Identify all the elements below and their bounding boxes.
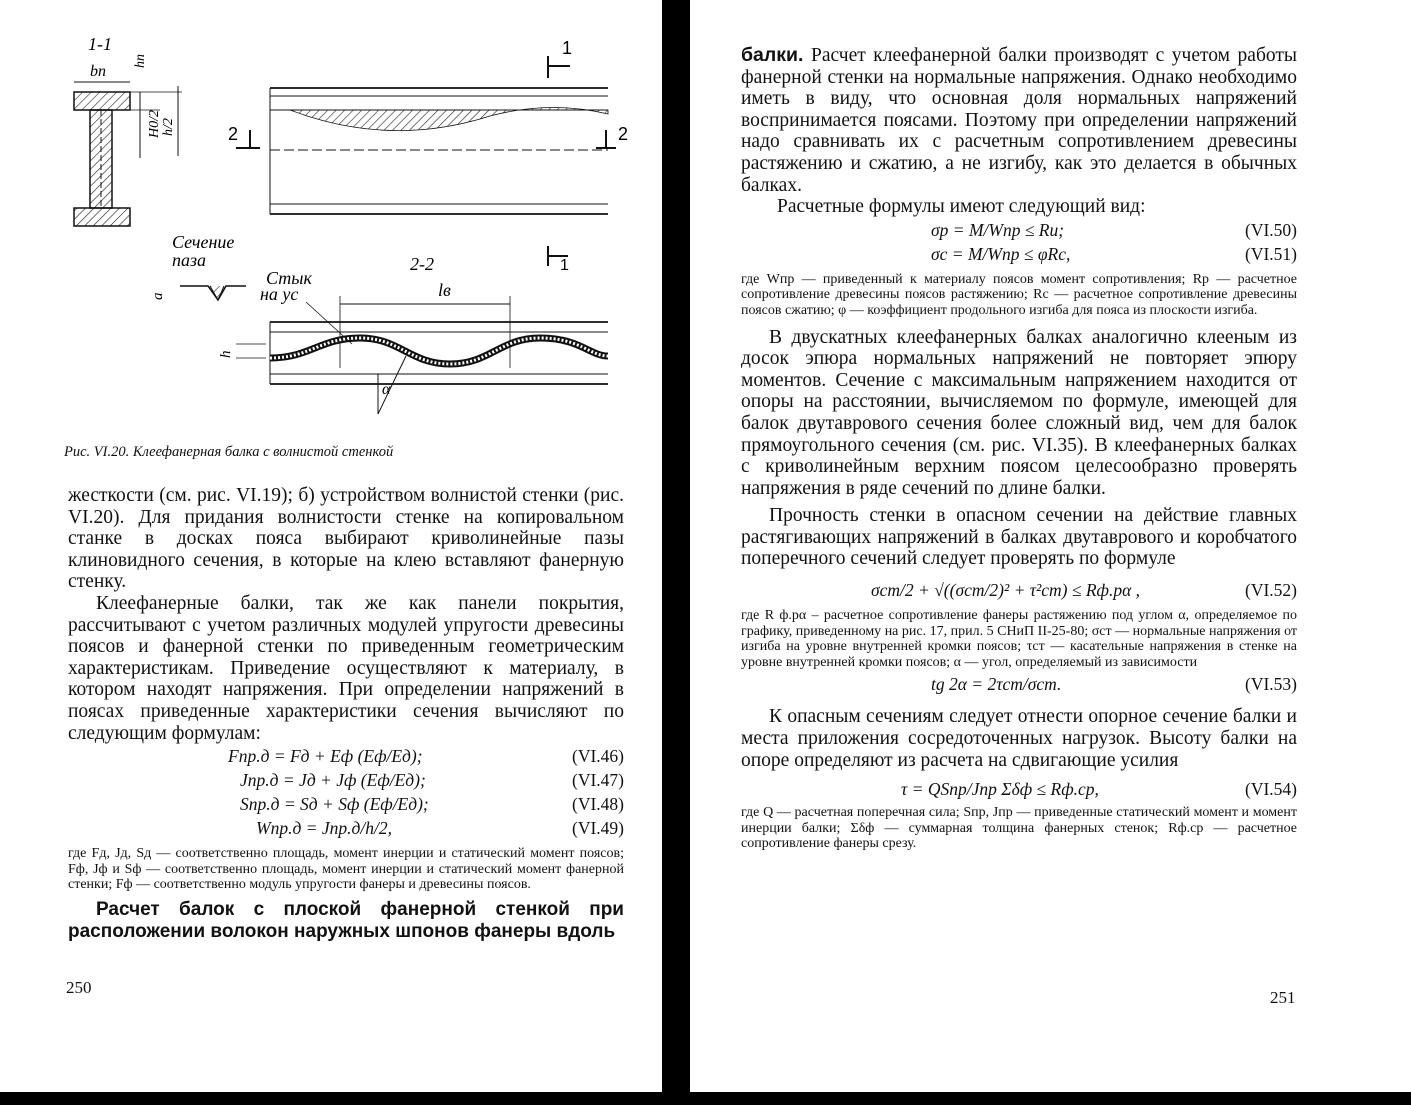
formula-50 — [741, 220, 1297, 244]
mark-2-left: 2 — [228, 124, 239, 144]
right-paragraph-1 — [741, 45, 1297, 196]
formula-52-number: (VI.52) — [1245, 580, 1297, 601]
formula-54-expr: τ = QSпр/Jпр Σδф ≤ Rф.ср, — [901, 779, 1099, 800]
formula-49 — [68, 818, 624, 842]
right-note-1: где Wпр — приведенный к материалу поясов момент сопротивления; Rр — расчетное сопротивление древесины поясов растяжению; Rс — расчетное сопротивление древесины поясов сжатию; φ — коэффициент продольного изгиба для пояса из плоскости изгиба. — [741, 271, 1297, 318]
left-paragraph-2: Клеефанерные балки, так же как панели покрытия, рассчитывают с учетом различных модулей упругости древесины поясов и фанерной стенки по приведенным геометрическим характеристикам. Приведение осуществляют к материалу, в котором находят напряжения. При определении напряжений в поясах приведенные характеристики сечения вычисляют по следующим формулам: — [68, 592, 624, 744]
page-number-left: 250 — [66, 978, 92, 997]
mark-1-top: 1 — [562, 38, 573, 58]
formula-47-number: (VI.47) — [572, 770, 624, 791]
formula-50-number: (VI.50) — [1245, 219, 1297, 240]
bn-label: bп — [90, 63, 106, 80]
right-page — [690, 0, 1411, 1105]
formula-48-expr: Sпр.д = Sд + Sф (Eф/Eд); — [240, 794, 429, 815]
right-note-2: где R ф.рα – расчетное сопротивление фанеры растяжению под углом α, определяемое по графику, приведенному на рис. 17, прил. 5 СНиП II-25-80; σст — нормальные напряжения от изгиба на уровне внутренней кромки поясов; τст — касательные напряжения в стенке на уровне внутренней кромки поясов; α — угол, определяемый из зависимости — [741, 608, 1297, 670]
page-number-right: 251 — [1270, 988, 1296, 1007]
formula-53 — [741, 672, 1297, 700]
formula-46-expr: Fпр.д = Fд + Eф (Eф/Eд); — [228, 746, 423, 767]
groove-caption-2: паза — [172, 250, 207, 270]
formula-52-expr: σст/2 + √((σст/2)² + τ²ст) ≤ Rф.рα , — [871, 580, 1141, 601]
section-heading: Расчет балок с плоской фанерной стенкой при расположении волокон наружных шпонов фанеры вдоль — [68, 898, 624, 942]
right-paragraph-4: Прочность стенки в опасном сечении на действие главных растягивающих напряжений в балках двутаврового и коробчатого поперечного сечений следует проверять по формуле — [741, 505, 1297, 570]
h0-half-label: H0/2 — [147, 110, 162, 138]
mark-1-bottom: 1 — [560, 257, 569, 274]
h-wave-label: h — [218, 350, 234, 358]
left-paragraph-1: жесткости (см. рис. VI.19); б) устройством волнистой стенки (рис. VI.20). Для придания волнистости стенке на копировальном станке в досках пояса выбирают криволинейные пазы клиновидного сечения, в которые на клею вставляют фанерную стенку. — [68, 485, 624, 593]
formula-51 — [741, 244, 1297, 268]
section-2-2-label: 2-2 — [410, 254, 434, 274]
right-text-block — [741, 45, 1297, 852]
formula-52 — [741, 574, 1297, 608]
formula-block-50-51 — [741, 220, 1297, 268]
a-label: a — [150, 292, 166, 300]
formula-51-expr: σс = M/Wпр ≤ φRс, — [931, 243, 1071, 264]
formula-54-number: (VI.54) — [1245, 779, 1297, 800]
joint-label-1: Стык — [266, 268, 312, 288]
right-paragraph-1-body: Расчет клеефанерной балки производят с учетом работы фанерной стенки на нормальные напряжения. Однако необходимо иметь в виду, что основная доля нормальных напряжений воспринимается поясами. Поэтому при определении напряжений надо сравнивать их с расчетным сопротивлением древесины растяжению и сжатию, а не изгибу, как это делается в обычных балках. — [741, 45, 1297, 196]
joint-label-2: на ус — [260, 284, 299, 304]
formula-49-expr: Wпр.д = Jпр.д/h/2, — [256, 818, 392, 839]
formula-53-expr: tg 2α = 2τст/σст. — [931, 674, 1062, 695]
left-text-block — [68, 485, 624, 943]
formula-block-46-49 — [68, 746, 624, 842]
left-note: где Fд, Jд, Sд — соответственно площадь, момент инерции и статический момент поясов; Fф, Jф и Sф — соответственно площадь, момент инерции и статический момент фанерной стенки; Fф — соответственно модуль упругости фанеры и древесины поясов. — [68, 846, 624, 893]
section-1-1-label: 1-1 — [88, 38, 112, 54]
formula-47 — [68, 770, 624, 794]
right-note-3: где Q — расчетная поперечная сила; Sпр, Jпр — приведенные статический момент и момент инерции балки; Σδф — суммарная толщина фанерных стенок; Rф.ср — расчетное сопротивление фанеры срезу. — [741, 805, 1297, 852]
hn-label: hп — [133, 54, 148, 68]
right-paragraph-1-lead: балки. — [741, 44, 804, 66]
mark-2-right: 2 — [618, 124, 629, 144]
formula-46-number: (VI.46) — [572, 746, 624, 767]
lv-label: lв — [438, 280, 451, 300]
formula-51-number: (VI.51) — [1245, 243, 1297, 264]
formula-53-number: (VI.53) — [1245, 674, 1297, 695]
figure-vi-20 — [60, 38, 640, 438]
right-paragraph-3: В двускатных клеефанерных балках аналогично клееным из досок эпюра нормальных напряжений не повторяет эпюру моментов. Сечение с максимальным напряжением находится от опоры на расстоянии, вычисляемом по формуле, имеющей для балок двутаврового сечения более сложный вид, чем для балок прямоугольного сечения (см. рис. VI.35). В клеефанерных балках с криволинейным верхним поясом целесообразно проверять напряжения в ряде сечений по длине балки. — [741, 326, 1297, 499]
h-half-label: h/2 — [161, 118, 176, 136]
formula-50-expr: σр = M/Wпр ≤ Rи; — [931, 219, 1065, 240]
scan-bottom-edge — [0, 1092, 1411, 1105]
left-page — [0, 0, 672, 1105]
formula-46 — [68, 746, 624, 770]
alpha-label: α — [382, 381, 391, 398]
groove-caption-1: Сечение — [172, 232, 235, 252]
formula-47-expr: Jпр.д = Jд + Jф (Eф/Eд); — [240, 770, 426, 791]
formula-54 — [741, 775, 1297, 805]
formula-48 — [68, 794, 624, 818]
right-paragraph-2: Расчетные формулы имеют следующий вид: — [777, 196, 1146, 218]
formula-48-number: (VI.48) — [572, 794, 624, 815]
right-paragraph-5: К опасным сечениям следует отнести опорное сечение балки и места приложения сосредоточенных нагрузок. Высоту балки на опоре определяют из расчета на сдвигающие усилия — [741, 706, 1297, 771]
formula-49-number: (VI.49) — [572, 818, 624, 839]
figure-caption: Рис. VI.20. Клеефанерная балка с волнистой стенкой — [64, 444, 394, 460]
